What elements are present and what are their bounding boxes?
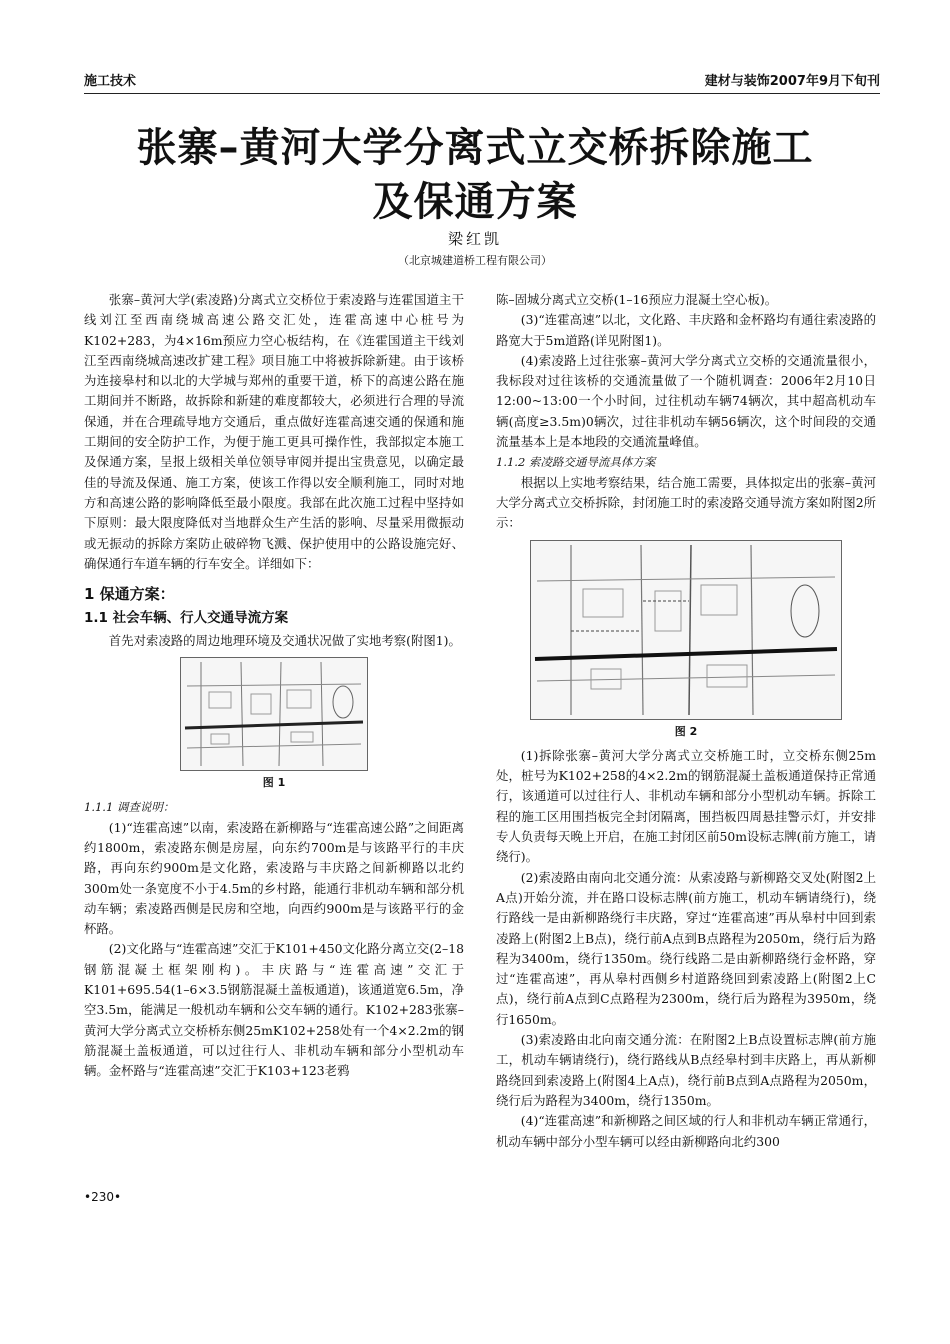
intro-paragraph: 张寨–黄河大学(索凌路)分离式立交桥位于索凌路与连霍国道主干线刘江至西南绕城高速公路交汇处，连霍高速中心桩号为K102+283，为4×16m预应力空心板结构，在《连霍国道主干线刘江至西南绕城高速改扩建工程》项目施工中将被拆除新建。由于该桥为连接皋村和以北的大学城与郑州的重要干道，桥下的高速公路在施工期间并不断路，故拆除和新建的难度都较大，必须进行合理的导流保通，并在合理疏导地方交通后，重点做好连霍高速交通的保通和施工期间的安全防护工作，为便于施工更具可操作性，我部拟定本施工及保通方案，呈报上级相关单位领导审阅并提出宝贵意见，以确定最佳的导流及保通、施工方案，使该工作得以安全顺利施工，同时对地方和高速公路的影响降低至最小限度。我部在此次施工过程中坚持如下原则：最大限度降低对当地群众生产生活的影响、尽量采用微振动或无振动的拆除方案防止破碎物飞溅、保护使用中的公路设施完好、确保通行车道车辆的行车安全。详细如下：	[84, 292, 464, 571]
plan-item-2: (2)索凌路由南向北交通分流：从索凌路与新柳路交叉处(附图2上A点)开始分流，并在路口设标志牌(前方施工，机动车辆请绕行)，绕行路线一是由新柳路绕行丰庆路，穿过“连霍高速”再从皋村中回到索凌路上(附图2上B点)，绕行前A点到B点路程为2050m，绕行后为路程为3400m，绕行1350m。绕行线路二是由新柳路绕行金杯路，穿过“连霍高速”，再从皋村西侧乡村道路绕回到索凌路上(附图2上C点)，绕行前A点到C点路程为2300m，绕行后为路程为3950m，绕行1650m。	[496, 869, 876, 1027]
author: 梁红凯	[447, 230, 502, 248]
running-header-right: 建材与装饰2007年9月下旬刊	[704, 74, 880, 89]
survey-paragraph: 首先对索凌路的周边地理环境及交通状况做了实地考察(附图1)。	[108, 632, 461, 648]
survey-item-2: (2)文化路与“连霍高速”交汇于K101+450文化路分离立交(2–18钢筋混凝土框架刚构)。丰庆路与“连霍高速”交汇于K101+695.54(1–6×3.5钢筋混凝土盖板通道)，该通道宽6.5m，净空3.5m，能满足一般机动车辆和公交车辆的通行。K102+283张寨–黄河大学分离式立交桥桥东侧25mK102+258处有一个4×2.2m的钢筋混凝土盖板通道，可以过往行人、非机动车辆和部分小型机动车辆。金杯路与“连霍高速”交汇于K103+123老鸦	[84, 941, 464, 1079]
plan-intro-paragraph: 根据以上实地考察结果，结合施工需要，具体拟定出的张寨–黄河大学分离式立交桥拆除，封闭施工时的索凌路交通导流方案如附图2所示：	[496, 474, 876, 531]
plan-item-1: (1)拆除张寨–黄河大学分离式立交桥施工时，立交桥东侧25m处，桩号为K102+258的4×2.2m的钢筋混凝土盖板通道保持正常通行，该通道可以过往行人、非机动车辆和部分小型机动车辆。拆除工程的施工区用围挡板完全封闭隔离，围挡板四周悬挂警示灯，并安排专人负责每天晚上开启，在施工封闭区前50m设标志牌(前方施工，请绕行)。	[496, 747, 876, 865]
header-rule	[84, 93, 880, 94]
survey-item-2-continued: 陈–固城分离式立交桥(1–16预应力混凝土空心板)。	[496, 292, 778, 307]
survey-item-3: (3)“连霍高速”以北，文化路、丰庆路和金杯路均有通往索凌路的路宽大于5m道路(详见附图1)。	[496, 312, 876, 348]
title-line-1: 张寨–黄河大学分离式立交桥拆除施工	[136, 125, 814, 171]
figure-2-caption: 图 2	[674, 724, 698, 738]
section-heading-1-1-2: 1.1.2 索凌路交通导流具体方案	[496, 455, 656, 470]
survey-item-1: (1)“连霍高速”以南，索凌路在新柳路与“连霍高速公路”之间距离约1800m，索凌路东侧是房屋，向东约700m是与该路平行的丰庆路，再向东约900m是文化路，索凌路与丰庆路之间新柳路以北约300m处一条宽度不小于4.5m的乡村路，能通行非机动车辆和部分机动车辆；索凌路西侧是民房和空地，向西约900m是与该路平行的金杯路。	[84, 819, 464, 937]
plan-item-4: (4)“连霍高速”和新柳路之间区域的行人和非机动车辆正常通行，机动车辆中部分小型车辆可以经由新柳路向北约300	[496, 1113, 876, 1149]
section-heading-1-1-1: 1.1.1 调查说明：	[84, 800, 175, 815]
title-line-2: 及保通方案	[372, 179, 578, 225]
figure-1-drawing	[181, 658, 367, 770]
affiliation: （北京城建道桥工程有限公司）	[398, 254, 552, 267]
figure-2-drawing	[531, 541, 841, 719]
figure-1-map	[180, 657, 368, 771]
figure-2-map	[530, 540, 842, 720]
figure-1-caption: 图 1	[262, 776, 286, 790]
section-heading-1-1: 1.1 社会车辆、行人交通导流方案	[84, 610, 289, 627]
page-number: •230•	[84, 1190, 122, 1204]
survey-item-4: (4)索凌路上过往张寨–黄河大学分离式立交桥的交通流量很小，我标段对过往该桥的交通流量做了一个随机调查：2006年2月10日12:00~13:00一个小时间，过往机动车辆74辆次，其中超高机动车辆(高度≥3.5m)0辆次，过往非机动车辆56辆次，这个时间段的交通流量基本上是本地段的交通流量峰值。	[496, 352, 876, 450]
left-column	[84, 290, 464, 1082]
plan-item-3: (3)索凌路由北向南交通分流：在附图2上B点设置标志牌(前方施工，机动车辆请绕行)，绕行路线从B点经皋村到丰庆路上，再从新柳路绕回到索凌路上(附图4上A点)，绕行前B点到A点路程为2050m，绕行后为路程为3400m，绕行1350m。	[496, 1032, 876, 1108]
running-header-left: 施工技术	[84, 74, 137, 89]
right-column	[496, 290, 876, 1152]
section-heading-1: 1 保通方案：	[84, 585, 175, 604]
